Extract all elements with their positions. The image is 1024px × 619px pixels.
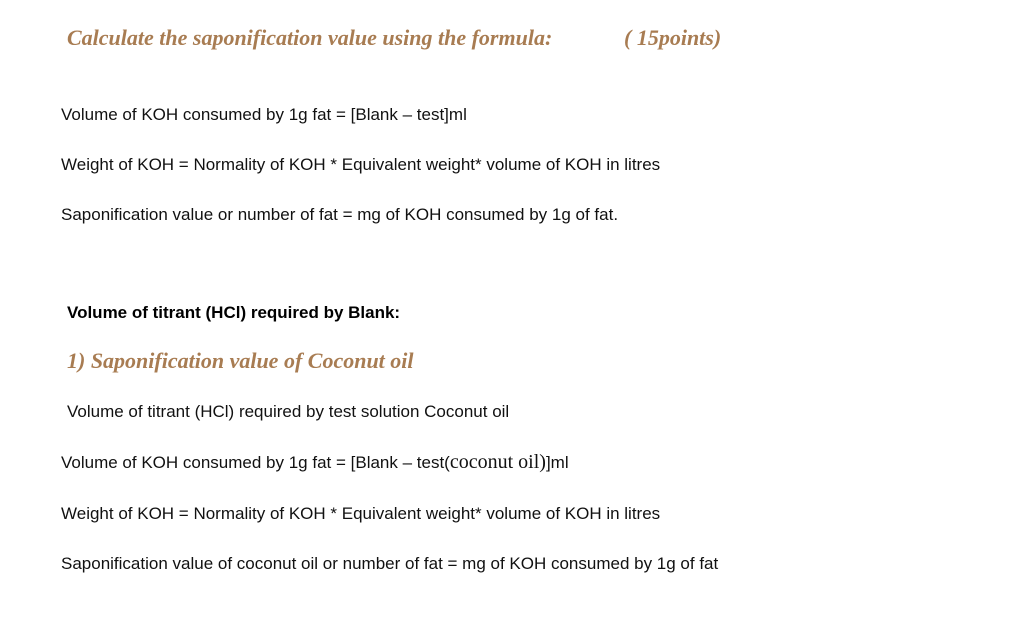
- coconut-formula-weight: Weight of KOH = Normality of KOH * Equivalent weight* volume of KOH in litres: [61, 504, 661, 523]
- blank-titrant-label: Volume of titrant (HCl) required by Blank:: [67, 303, 401, 322]
- page-title: [67, 27, 552, 49]
- coconut-formula-saponification: Saponification value of coconut oil or number of fat = mg of KOH consumed by 1g of fat: [61, 554, 719, 573]
- points-label: [624, 27, 721, 49]
- title-text: Calculate the saponification value using the formula:: [67, 25, 553, 50]
- coconut-formula-volume: [61, 452, 569, 472]
- formula-saponification: Saponification value or number of fat = mg of KOH consumed by 1g of fat.: [61, 205, 619, 224]
- points-text: ( 15points): [624, 25, 722, 50]
- coconut-titrant-label: Volume of titrant (HCl) required by test solution Coconut oil: [67, 402, 510, 421]
- formula-volume: Volume of KOH consumed by 1g fat = [Blank – test]ml: [61, 105, 467, 124]
- coconut-volume-suffix: ]ml: [545, 453, 569, 472]
- coconut-volume-inline: coconut oil): [449, 451, 546, 473]
- coconut-volume-prefix: Volume of KOH consumed by 1g fat = [Blank – test(: [61, 453, 450, 472]
- coconut-heading: 1) Saponification value of Coconut oil: [67, 348, 414, 373]
- formula-weight: Weight of KOH = Normality of KOH * Equivalent weight* volume of KOH in litres: [61, 155, 661, 174]
